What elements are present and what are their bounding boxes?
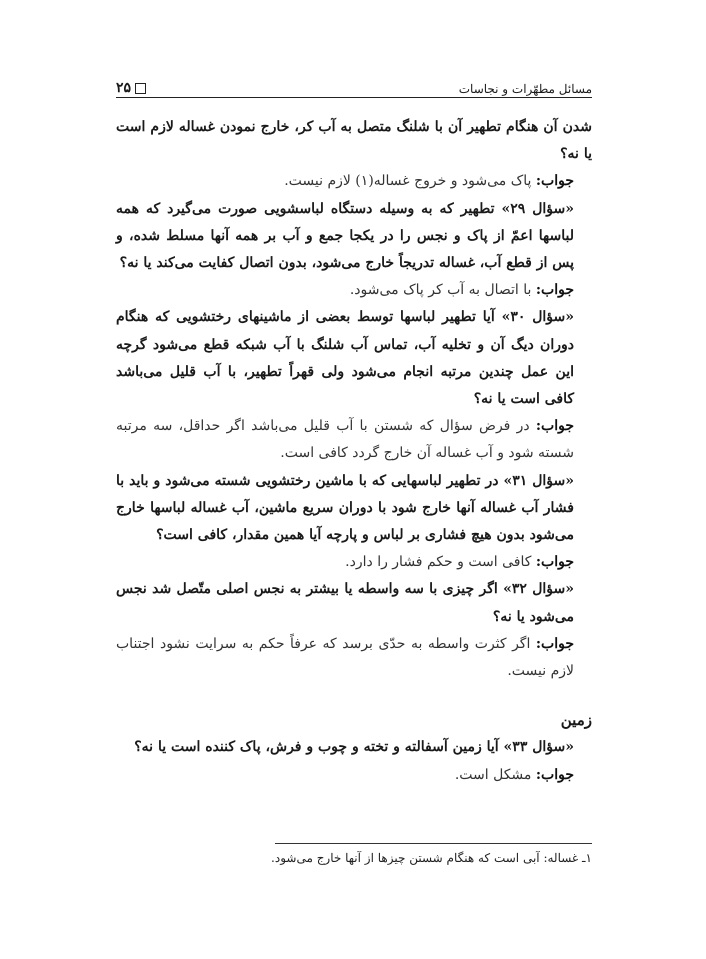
running-title: مسائل مطهّرات و نجاسات	[458, 82, 592, 96]
answer-paragraph	[116, 413, 592, 467]
question-paragraph: «سؤال ۳۳» آیا زمین آسفالته و تخته و چوب و فرش، پاک کننده است یا نه؟	[134, 739, 574, 756]
answer-label: جواب:	[535, 635, 574, 652]
square-ornament-icon	[135, 83, 146, 94]
answer-paragraph	[116, 168, 592, 195]
question-paragraph: «سؤال ۳۱» در تطهیر لباسهایی که با ماشین رختشویی شسته می‌شود و باید با فشار آب غساله آنها خارج شود با دوران سریع ماشین، آب غساله لباسها خارج می‌شود بدون هیچ فشاری بر لباس و پارچه آیا همین مقدار، کافی است؟	[116, 472, 574, 544]
answer-text: کافی است و حکم فشار را دارد.	[345, 554, 536, 571]
answer-paragraph	[116, 762, 592, 789]
question-paragraph: شدن آن هنگام تطهیر آن با شلنگ متصل به آب کر، خارج نمودن غساله لازم است یا نه؟	[116, 119, 592, 163]
answer-label: جواب:	[535, 173, 574, 190]
footnote: ۱ـ غساله: آبی است که هنگام شستن چیزها از آنها خارج می‌شود.	[271, 851, 592, 865]
question-paragraph: «سؤال ۳۰» آیا تطهیر لباسها توسط بعضی از ماشینهای رختشویی که هنگام دوران دیگ آن و تخلیه آب، تماس آب شلنگ با آب شبکه قطع می‌شود گرچه این عمل چندین مرتبه انجام می‌شود ولی قهراً تطهیر، با آب قلیل می‌باشد کافی است یا نه؟	[116, 309, 574, 408]
answer-paragraph	[116, 277, 592, 304]
answer-label: جواب:	[535, 766, 574, 783]
answer-paragraph	[116, 549, 592, 576]
answer-text: با اتصال به آب کر پاک می‌شود.	[349, 282, 536, 299]
answer-label: جواب:	[535, 554, 574, 571]
answer-text: پاک می‌شود و خروج غساله(۱) لازم نیست.	[284, 173, 536, 190]
answer-text: در فرض سؤال که شستن با آب قلیل می‌باشد اگر حداقل، سه مرتبه شسته شود و آب غساله آن خارج گردد کافی است.	[116, 418, 574, 462]
question-paragraph: «سؤال ۳۲» اگر چیزی با سه واسطه یا بیشتر به نجس اصلی متّصل شد نجس می‌شود یا نه؟	[116, 581, 574, 625]
footnote-rule	[275, 843, 592, 844]
page-header	[116, 74, 592, 96]
page-number-value: ۲۵	[116, 80, 132, 96]
header-rule	[116, 97, 592, 98]
page-body	[116, 114, 592, 789]
answer-paragraph	[116, 631, 592, 685]
page-number	[116, 80, 146, 96]
answer-text: اگر کثرت واسطه به حدّی برسد که عرفاً حکم به سرایت نشود اجتناب لازم نیست.	[116, 635, 574, 680]
answer-text: مشکل است.	[454, 766, 536, 783]
answer-label: جواب:	[535, 282, 574, 299]
answer-label: جواب:	[535, 418, 574, 435]
section-heading: زمین	[560, 711, 592, 730]
question-paragraph: «سؤال ۲۹» تطهیر که به وسیله دستگاه لباسشویی صورت می‌گیرد که همه لباسها اعمّ از پاک و نجس را در یکجا جمع و آب بر همه آنها مسلط شده، و پس از قطع آب، غساله تدریجاً خارج می‌شود، بدون اتصال کفایت می‌کند یا نه؟	[116, 200, 574, 272]
